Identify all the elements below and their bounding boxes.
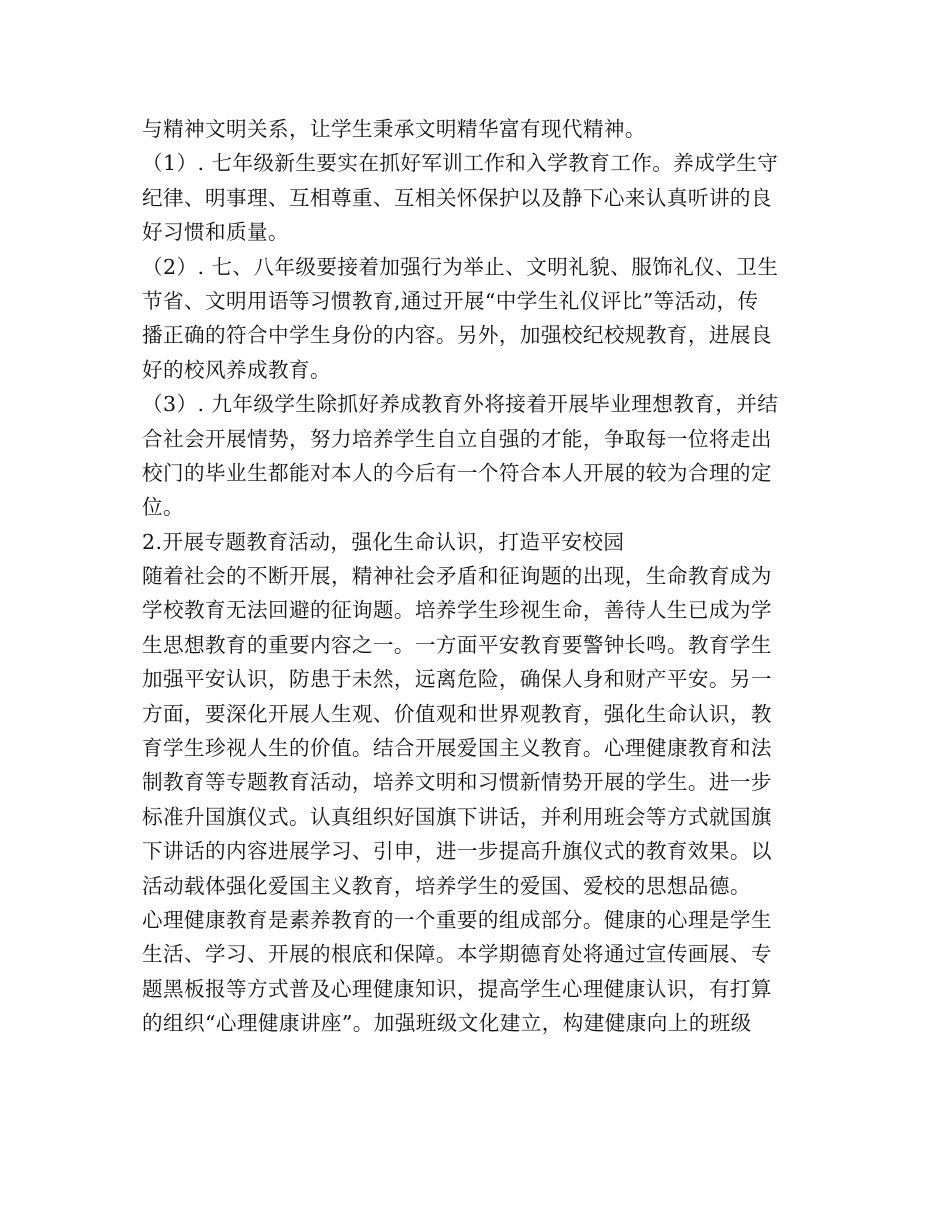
- text-line: 纪律、明事理、互相尊重、互相关怀保护以及静下心来认真听讲的良: [142, 185, 772, 210]
- text-line: 心理健康教育是素养教育的一个重要的组成部分。健康的心理是学生: [142, 907, 772, 932]
- text-line: 生活、学习、开展的根底和保障。本学期德育处将通过宣传画展、专: [142, 942, 772, 967]
- text-line: 题黑板报等方式普及心理健康知识，提高学生心理健康认识，有打算: [142, 976, 772, 1001]
- document-body: [142, 112, 810, 1041]
- text-line: 节省、文明用语等习惯教育,通过开展“中学生礼仪评比”等活动，传: [142, 288, 759, 313]
- text-line: 下讲话的内容进展学习、引申，进一步提高升旗仪式的教育效果。以: [142, 839, 772, 864]
- text-line: （2）. 七、八年级要接着加强行为举止、文明礼貌、服饰礼仪、卫生: [142, 254, 779, 279]
- text-line: 方面，要深化开展人生观、价值观和世界观教育，强化生命认识，教: [142, 701, 772, 726]
- text-line: 学校教育无法回避的征询题。培养学生珍视生命，善待人生已成为学: [142, 598, 772, 623]
- text-line: （1）. 七年级新生要实在抓好军训工作和入学教育工作。养成学生守: [142, 151, 779, 176]
- text-line: 播正确的符合中学生身份的内容。另外，加强校纪校规教育，进展良: [142, 323, 772, 348]
- text-line: （3）. 九年级学生除抓好养成教育外将接着开展毕业理想教育，并结: [142, 392, 779, 417]
- text-line: 制教育等专题教育活动，培养文明和习惯新情势开展的学生。进一步: [142, 770, 772, 795]
- text-line: 的组织“心理健康讲座”。加强班级文化建立，构建健康向上的班级: [142, 1011, 752, 1036]
- text-line: 活动载体强化爱国主义教育，培养学生的爱国、爱校的思想品德。: [142, 873, 751, 898]
- text-line: 生思想教育的重要内容之一。一方面平安教育要警钟长鸣。教育学生: [142, 632, 772, 657]
- text-line: 位。: [142, 495, 184, 520]
- text-line: 加强平安认识，防患于未然，远离危险，确保人身和财产平安。另一: [142, 667, 772, 692]
- text-line: 好习惯和质量。: [142, 220, 289, 245]
- text-line: 随着社会的不断开展，精神社会矛盾和征询题的出现，生命教育成为: [142, 564, 772, 589]
- text-line: 好的校风养成教育。: [142, 357, 331, 382]
- text-line: 育学生珍视人生的价值。结合开展爱国主义教育。心理健康教育和法: [142, 736, 772, 761]
- text-line: 校门的毕业生都能对本人的今后有一个符合本人开展的较为合理的定: [142, 460, 772, 485]
- text-line: 与精神文明关系，让学生秉承文明精华富有现代精神。: [142, 117, 646, 141]
- section-heading: 2.开展专题教育活动，强化生命认识，打造平安校园: [142, 529, 625, 554]
- text-line: 合社会开展情势，努力培养学生自立自强的才能，争取每一位将走出: [142, 426, 772, 451]
- text-line: 标准升国旗仪式。认真组织好国旗下讲话，并利用班会等方式就国旗: [142, 804, 772, 829]
